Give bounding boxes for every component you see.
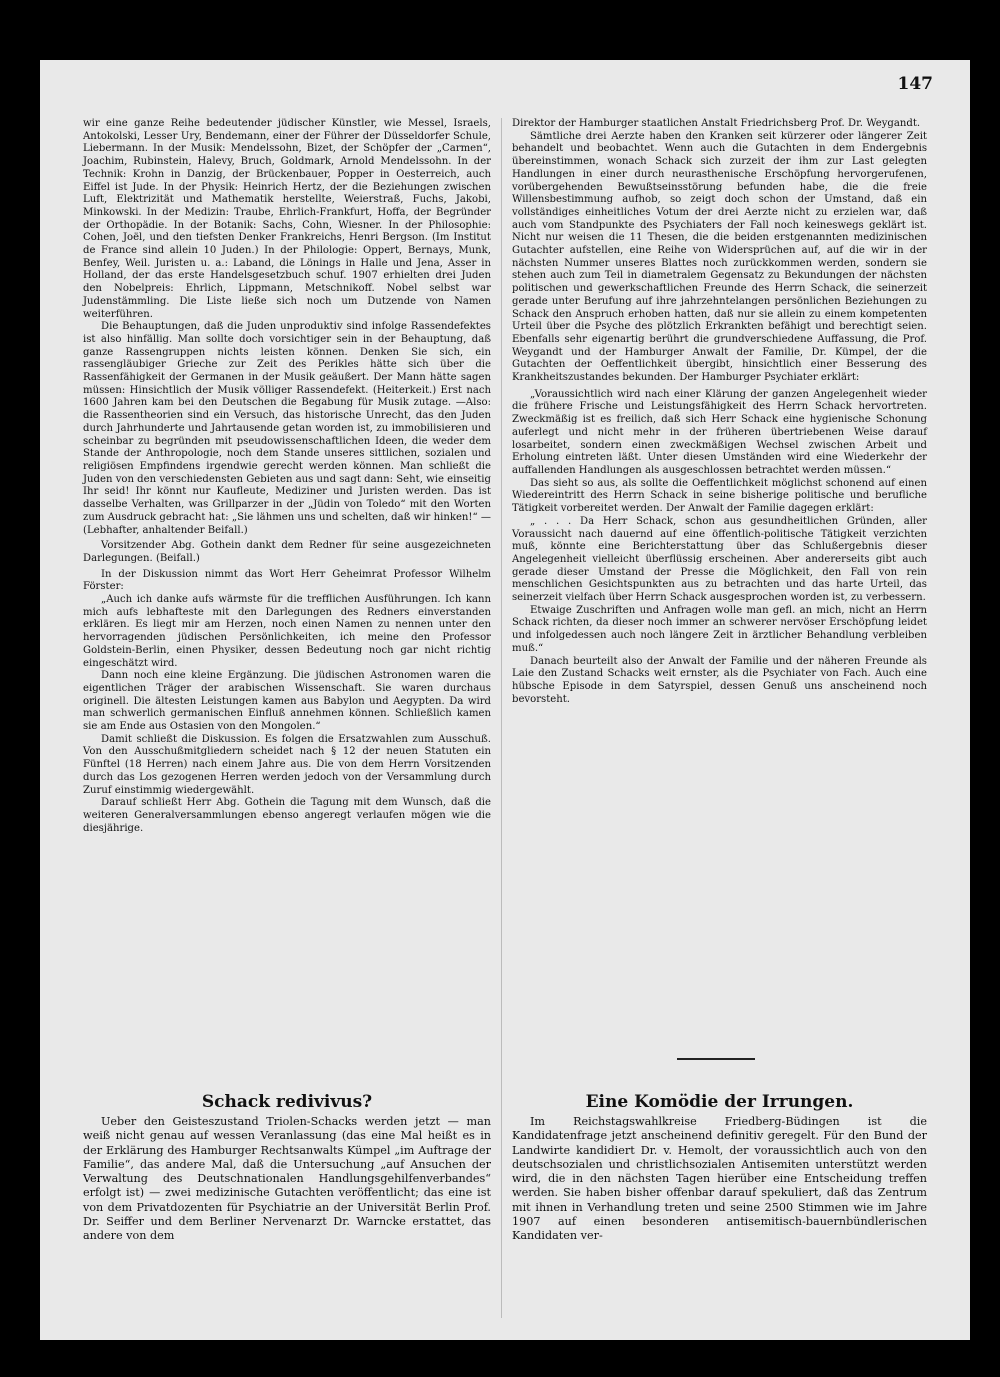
section-divider xyxy=(677,1058,755,1060)
right-column-continuation xyxy=(512,118,927,1056)
page-number: 147 xyxy=(897,74,933,94)
quote-paragraph: „Voraussichtlich wird nach einer Klärung der ganzen Angelegenheit wieder die frühere Frische und Leistungsfähigkeit des Herrn Schack hervortreten. Zweckmäßig ist es freilich, daß sich Herr Schack eine hygienische Schonung auferlegt und nicht mehr in der früheren übertriebenen Weise darauf losarbeitet, sondern einen zweckmäßigen Wechsel zwischen Arbeit und Erholung eintreten läßt. Unter diesen Umständen wird eine Wiederkehr der auffallenden Handlungen als ausgeschlossen betrachtet werden müssen.“ xyxy=(512,388,927,476)
column-divider xyxy=(501,118,502,1318)
paragraph: wir eine ganze Reihe bedeutender jüdischer Künstler, wie Messel, Israels, Antokolski, Lesser Ury, Bendemann, einer der Führer der Düsseldorfer Schule, Liebermann. In der Musik: Mendelssohn, Bizet, der Schöpfer der „Carmen“, Joachim, Rubinstein, Halevy, Bruch, Goldmark, Arnold Mendelssohn. In der Technik: Krohn in Danzig, der Brückenbauer, Popper in Oesterreich, auch Eiffel ist Jude. In der Physik: Heinrich Hertz, der die Beziehungen zwischen Luft, Elektrizität und Mathematik herstellte, Weierstraß, Fuchs, Jakobi, Minkowski. In der Medizin: Traube, Ehrlich-Frankfurt, Hoffa, der Begründer der Orthopädie. In der Botanik: Sachs, Cohn, Wiesner. In der Philosophie: Cohen, Joël, und den tiefsten Denker Frankreichs, Henri Bergson. (Im Institut de France sind allein 10 Juden.) In der Philologie: Oppert, Bernays, Munk, Benfey, Weil. Juristen u. a.: Laband, die Lönings in Halle und Jena, Asser in Holland, der das erste Handelsgesetzbuch schuf. 1907 erhielten drei Juden den Nobelpreis: Ehrlich, Lippmann, Metschnikoff. Nobel selbst war Judenstämmling. Die Liste ließe sich noch um Dutzende von Namen weiterführen. xyxy=(83,118,491,320)
paragraph: In der Diskussion nimmt das Wort Herr Geheimrat Professor Wilhelm Förster: xyxy=(83,568,491,593)
quote-paragraph: „ . . . Da Herr Schack, schon aus gesundheitlichen Gründen, aller Voraussicht nach dauernd auf eine öffentlich-politische Tätigkeit verzichten muß, könnte eine Berichterstattung über das Schlußergebnis dieser Angelegenheit vielleicht überflüssig erscheinen. Aber andererseits gibt auch gerade dieser Umstand der Presse die Möglichkeit, den Fall von rein menschlichen Gesichtspunkten aus zu betrachten und das harte Urteil, das seinerzeit vielfach über Herrn Schack ausgesprochen worden ist, zu verbessern. xyxy=(512,515,927,604)
paragraph: Danach beurteilt also der Anwalt der Familie und der näheren Freunde als Laie den Zustand Schacks weit ernster, als die Psychiater von Fach. Auch eine hübsche Episode in dem Satyrspiel, dessen Genuß uns anscheinend noch bevorsteht. xyxy=(512,655,927,705)
paragraph: Die Behauptungen, daß die Juden unproduktiv sind infolge Rassendefektes ist also hinfällig. Man sollte doch vorsichtiger sein in der Behauptung, daß ganze Rassengruppen nichts leisten können. Denken Sie sich, ein rassengläubiger Grieche zur Zeit des Perikles hätte sich über die Rassenfähigkeit der Germanen in der Musik geäußert. Der Mann hätte sagen müssen: Hinsichtlich der Musik völliger Rassendefekt. (Heiterkeit.) Erst nach 1600 Jahren kam bei den Deutschen die Begabung für Musik zutage. —Also: die Rassentheorien sind ein Versuch, das historische Unrecht, das den Juden durch Jahrhunderte und Jahrtausende getan worden ist, zu immobilisieren und scheinbar zu begründen mit pseudowissenschaftlichen Ideen, die weder dem Stande der Anthropologie, noch dem Stande unseres sittlichen, sozialen und religiösen Empfindens irgendwie gerecht werden können. Man schließt die Juden von den verschiedensten Gebieten aus und sagt dann: Seht, wie einseitig Ihr seid! Ihr könnt nur Kaufleute, Mediziner und Juristen werden. Das ist dasselbe Verhalten, was Grillparzer in der „Jüdin von Toledo“ mit den Worten zum Ausdruck gebracht hat: „Sie lähmen uns und schelten, daß wir hinken!“ — (Lebhafter, anhaltender Beifall.) xyxy=(83,321,491,536)
paragraph: Darauf schließt Herr Abg. Gothein die Tagung mit dem Wunsch, daß die weiteren Generalversammlungen ebenso angeregt verlaufen mögen wie die diesjährige. xyxy=(83,797,491,834)
paragraph: Im Reichstagswahlkreise Friedberg-Büdingen ist die Kandidatenfrage jetzt anscheinend definitiv geregelt. Für den Bund der Landwirte kandidiert Dr. v. Hemolt, der voraussichtlich auch von den deutschsozialen und christlichsozialen Antisemiten unterstützt werden wird, die in den nächsten Tagen hierüber eine Entscheidung treffen werden. Sie haben bisher offenbar darauf spekuliert, daß das Zentrum mit ihnen in Verhandlung treten und seine 2500 Stimmen wie im Jahre 1907 auf einen besonderen antisemitisch-bauernbündlerischen Kandidaten ver- xyxy=(512,1115,927,1243)
article-headline: Eine Komödie der Irrungen. xyxy=(585,1092,854,1112)
paragraph: Das sieht so aus, als sollte die Oeffentlichkeit möglichst schonend auf einen Wiedereintritt des Herrn Schack in seine bisherige politische und berufliche Tätigkeit vorbereitet werden. Der Anwalt der Familie dagegen erklärt: xyxy=(512,477,927,515)
paragraph: Direktor der Hamburger staatlichen Anstalt Friedrichsberg Prof. Dr. Weygandt. xyxy=(512,118,921,129)
paragraph: Vorsitzender Abg. Gothein dankt dem Redner für seine ausgezeichneten Darlegungen. (Beifall.) xyxy=(83,540,491,564)
paragraph: Sämtliche drei Aerzte haben den Kranken seit kürzerer oder längerer Zeit behandelt und beobachtet. Wenn auch die Gutachten in dem Endergebnis übereinstimmen, wonach Schack sich zurzeit der ihm zur Last gelegten Handlungen in einer durch neurasthenische Erschöpfung hervorgerufenen, vorübergehenden Bewußtseinsstörung befunden habe, die die freie Willensbestimmung aufhob, so zeigt doch schon der Umstand, daß ein vollständiges einheitliches Votum der drei Aerzte nicht zu erzielen war, daß auch vom Standpunkte des Psychiaters der Fall noch keineswegs geklärt ist. Nicht nur weisen die 11 Thesen, die die beiden erstgenannten medizinischen Gutachter aufstellen, eine Reihe von Widersprüchen auf, auf die wir in der nächsten Nummer unseres Blattes noch zurückkommen werden, sondern sie stehen auch zum Teil in diametralem Gegensatz zu Bekundungen der nächsten politischen und gewerkschaftlichen Freunde des Herrn Schack, die seinerzeit gerade unter Berufung auf ihre jahrzehntelangen persönlichen Beziehungen zu Schack den Anspruch erhoben hatten, daß nur sie allein zu einem kompetenten Urteil über die Psyche des plötzlich Erkrankten befähigt und berechtigt seien. Ebenfalls sehr eigenartig berührt die grundverschiedene Auffassung, die Prof. Weygandt und der Hamburger Anwalt der Familie, Dr. Kümpel, der die Gutachten der Oeffentlichkeit übergibt, hinsichtlich einer Besserung des Krankheitszustandes bekunden. Der Hamburger Psychiater erklärt: xyxy=(512,130,927,384)
paragraph: Ueber den Geisteszustand Triolen-Schacks werden jetzt — man weiß nicht genau auf wessen Veranlassung (das eine Mal heißt es in der Erklärung des Hamburger Rechtsanwalts Kümpel „im Auftrage der Familie“, das andere Mal, daß die Untersuchung „auf Ansuchen der Verwaltung des Deutschnationalen Handlungsgehilfenverbandes“ erfolgt ist) — zwei medizinische Gutachten veröffentlicht; das eine ist von dem Privatdozenten für Psychiatrie an der Universität Berlin Prof. Dr. Seiffer und dem Berliner Nervenarzt Dr. Warncke erstattet, das andere von dem xyxy=(83,1115,491,1243)
quote-paragraph: Dann noch eine kleine Ergänzung. Die jüdischen Astronomen waren die eigentlichen Träger der arabischen Wissenschaft. Sie waren durchaus originell. Die ältesten Leistungen kamen aus Babylon und Aegypten. Da wird man schwerlich germanischen Einfluß annehmen können. Schließlich kamen sie am Ende aus Ostasien von den Mongolen.“ xyxy=(83,670,491,733)
quote-paragraph: Etwaige Zuschriften und Anfragen wolle man gefl. an mich, nicht an Herrn Schack richten, da dieser noch immer an schwerer nervöser Erschöpfung leidet und infolgedessen auch noch längere Zeit in ärztlicher Behandlung verbleiben muß.“ xyxy=(512,604,927,654)
article-headline: Schack redivivus? xyxy=(201,1092,373,1112)
quote-paragraph: „Auch ich danke aufs wärmste für die trefflichen Ausführungen. Ich kann mich aufs lebhafteste mit den Darlegungen des Redners einverstanden erklären. Es liegt mir am Herzen, noch einen Namen zu nennen unter den hervorragenden jüdischen Persönlichkeiten, ich meine den Professor Goldstein-Berlin, einen Physiker, dessen Bedeutung noch gar nicht richtig eingeschätzt wird. xyxy=(83,594,491,669)
left-column-continuation xyxy=(83,118,491,1064)
article-komoedie-body xyxy=(512,1115,927,1315)
paragraph: Damit schließt die Diskussion. Es folgen die Ersatzwahlen zum Ausschuß. Von den Ausschußmitgliedern scheidet nach § 12 der neuen Statuten ein Fünftel (18 Herren) nach einem Jahre aus. Die von dem Herrn Vorsitzenden durch das Los gezogenen Herren werden jedoch von der Versammlung durch Zuruf einstimmig wiedergewählt. xyxy=(83,733,491,796)
article-schack-body xyxy=(83,1115,491,1315)
